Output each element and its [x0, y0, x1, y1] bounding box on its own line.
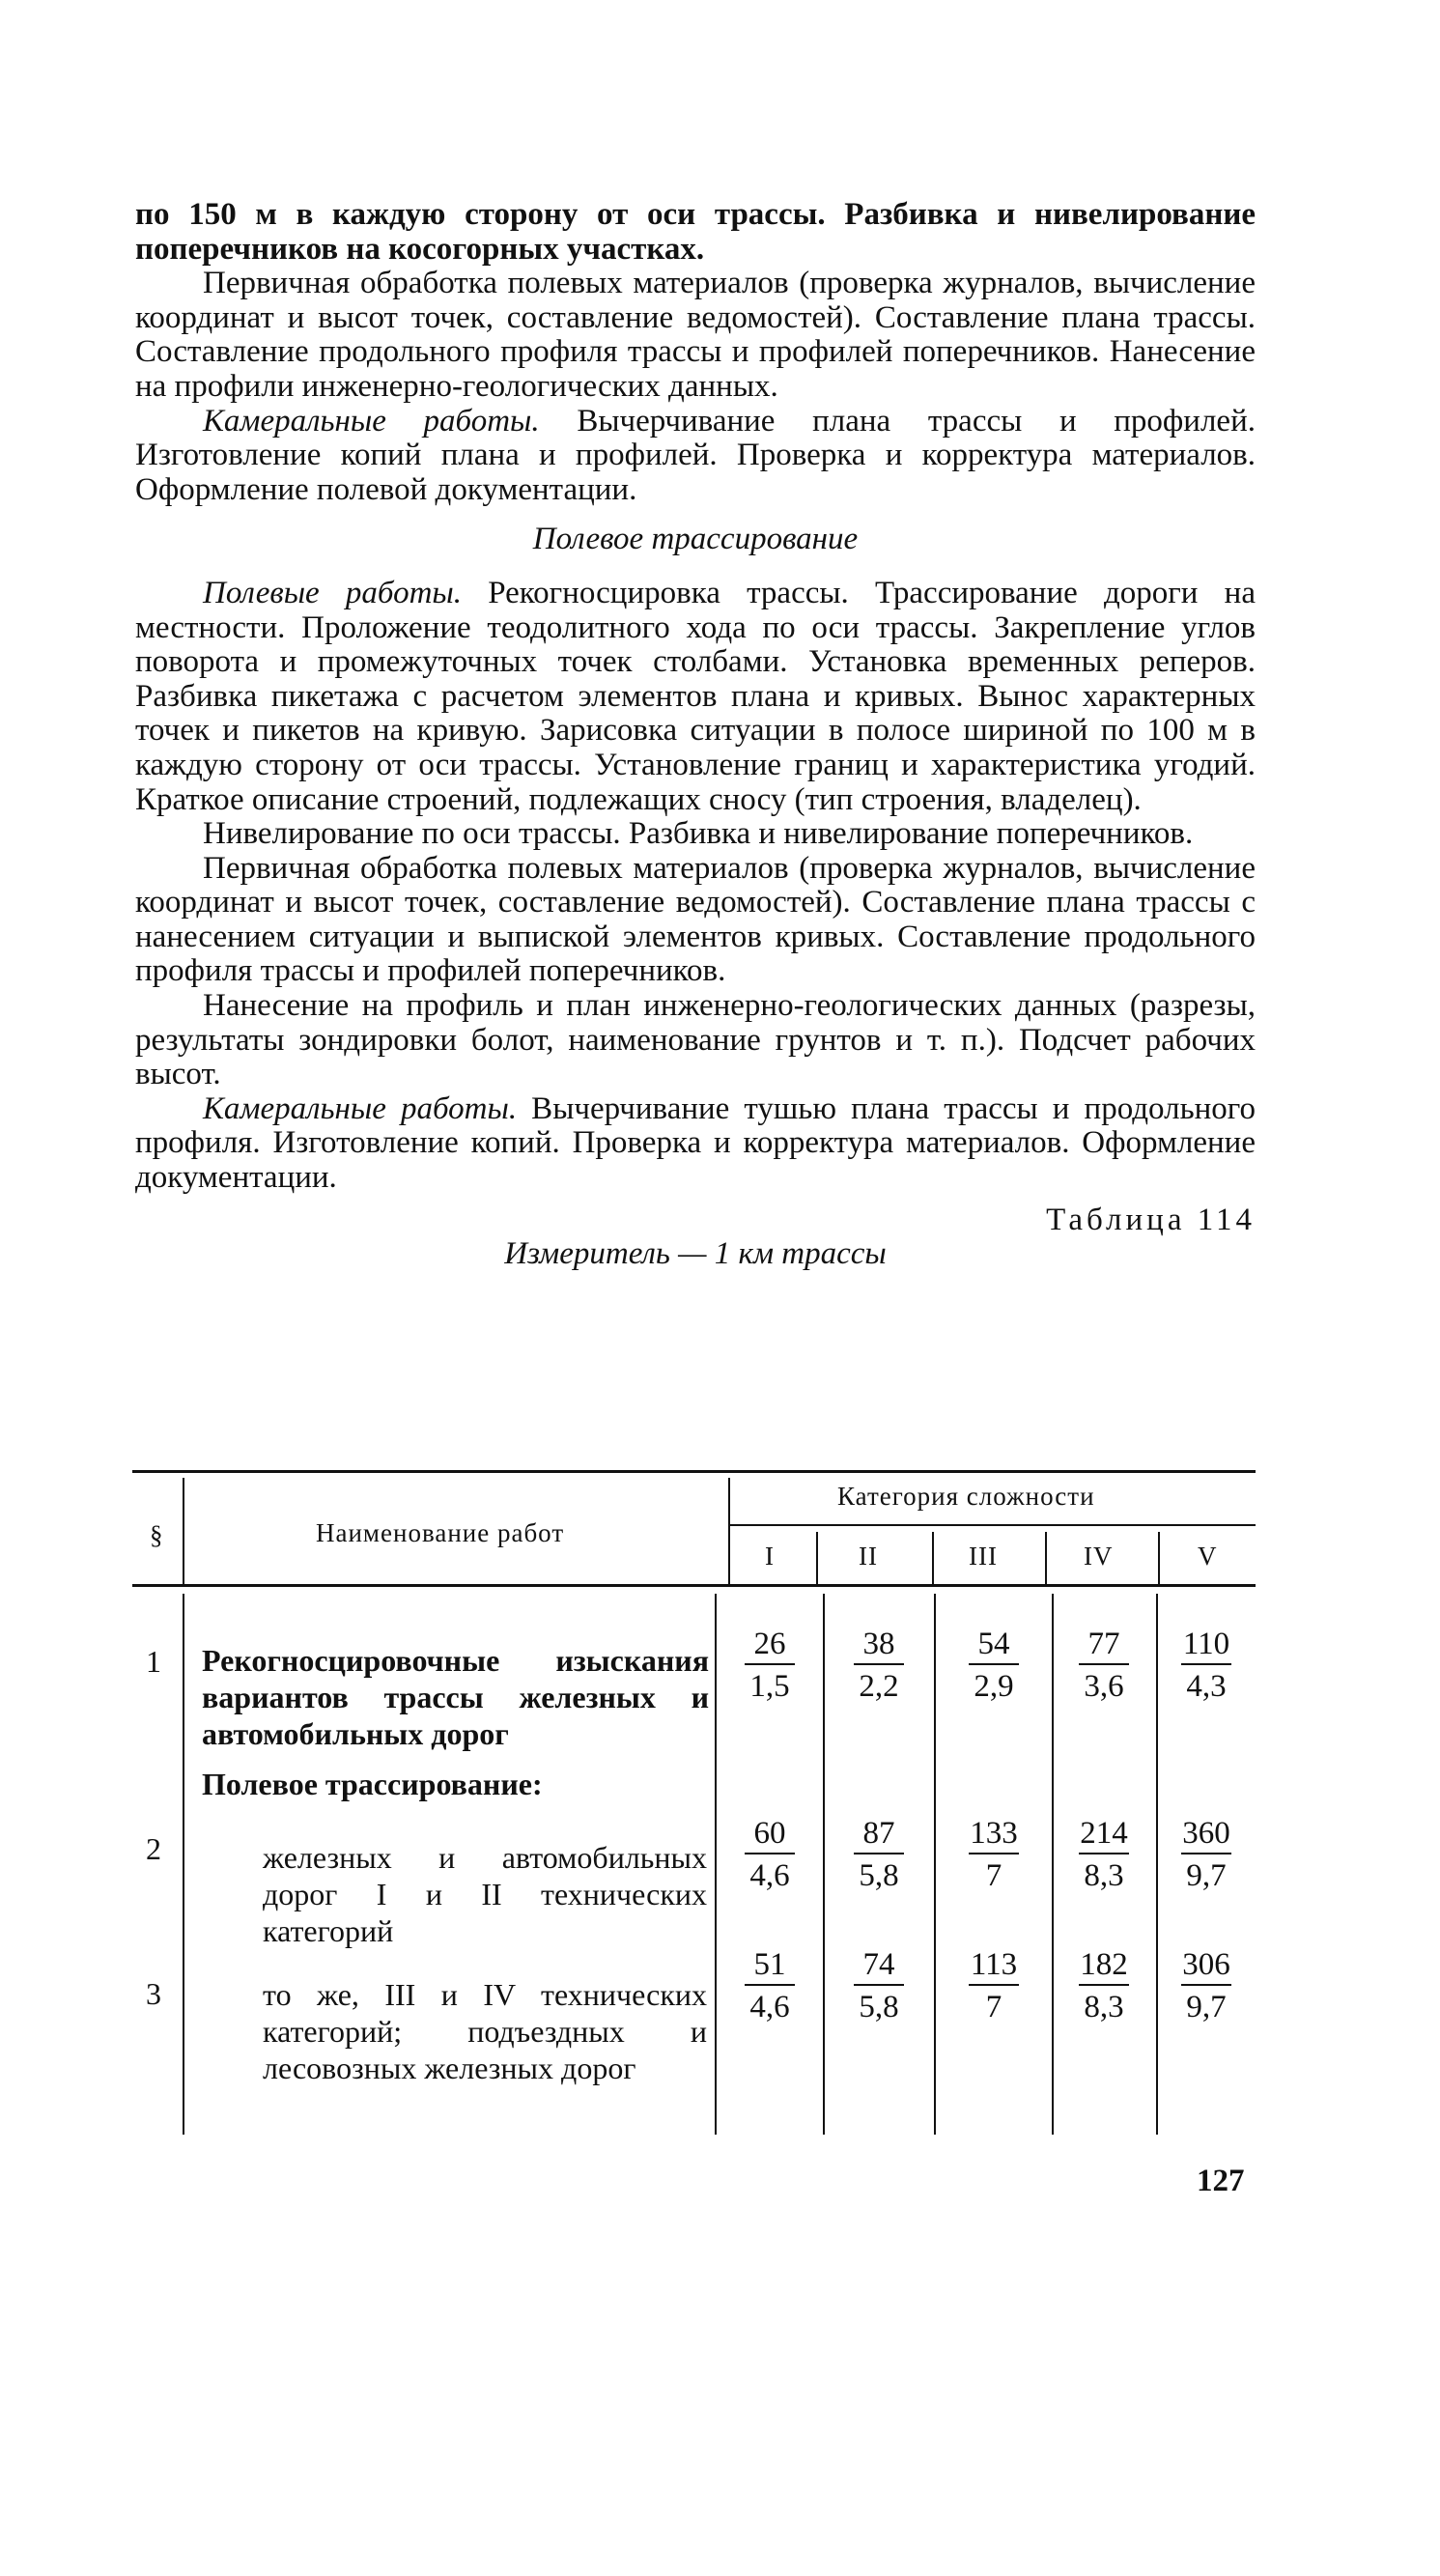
value-cell: 87 5,8 [840, 1816, 918, 1893]
col-rule [183, 1478, 184, 1584]
value-cell: 77 3,6 [1065, 1627, 1143, 1704]
group-rule [728, 1524, 1256, 1526]
row-number: 2 [146, 1831, 161, 1866]
col-rule [1052, 1594, 1054, 2135]
paragraph: Первичная обработка полевых материалов (проверка журналов, вычисление координат и высот точек, составление ведомостей). Составление плана трассы. Составление продольного профиля трассы и профилей поперечников. Нанесение на профили инженерно-геологических данных. [135, 266, 1256, 404]
row-number: 1 [146, 1644, 161, 1679]
table-unit: Измеритель — 1 км трассы [504, 1236, 887, 1272]
paragraph [135, 577, 1256, 817]
paragraph [135, 1092, 1256, 1196]
col-rule [932, 1532, 934, 1584]
col-rule [1045, 1532, 1047, 1584]
paragraph: по 150 м в каждую сторону от оси трассы. Разбивка и нивелирование поперечников на косогорных участках. [135, 197, 1256, 267]
header-category-group: Категория сложности [837, 1482, 1095, 1511]
row-name: то же, III и IV технических категорий; подъездных и лесовозных железных дорог [263, 1977, 707, 2085]
header-category: IV [1084, 1542, 1114, 1571]
row-name: Рекогносцировочные изыскания вариантов трассы железных и автомобильных дорог [202, 1643, 709, 1751]
paragraph-label: Камеральные работы. [203, 1090, 518, 1126]
row-name: железных и автомобильных дорог I и II технических категорий [263, 1840, 707, 1948]
paragraph [135, 405, 1256, 508]
paragraph-text: Вычерчивание плана трассы и профилей. Изготовление копий плана и профилей. Проверка и корректура материалов. Оформление полевой документации. [135, 403, 1256, 507]
col-rule [934, 1594, 936, 2135]
col-rule [823, 1594, 825, 2135]
col-rule [1156, 1594, 1158, 2135]
value-cell: 182 8,3 [1080, 1947, 1128, 2024]
header-category: III [969, 1542, 998, 1571]
header-name: Наименование работ [316, 1518, 565, 1547]
paragraph: Первичная обработка полевых материалов (проверка журналов, вычисление координат и высот точек, составление ведомостей). Составление плана трассы с нанесением ситуации и выпиской элементов кривых. Составление продольного профиля трассы и профилей поперечников. [135, 850, 1256, 989]
value-cell: 60 4,6 [731, 1816, 808, 1893]
header-section: § [150, 1520, 164, 1549]
page-number: 127 [1197, 2164, 1245, 2198]
header-bottom-rule [132, 1584, 1256, 1587]
value-cell: 110 4,3 [1182, 1627, 1230, 1704]
paragraph: Нивелирование по оси трассы. Разбивка и нивелирование поперечников. [203, 816, 1194, 852]
value-cell: 26 1,5 [731, 1627, 808, 1704]
section-heading: Полевое трассирование [532, 522, 859, 557]
header-category: II [859, 1542, 878, 1571]
header-category: V [1198, 1542, 1218, 1571]
row-number: 3 [146, 1976, 161, 2011]
paragraph-text: Рекогносцировка трассы. Трассирование дороги на местности. Проложение теодолитного хода по оси трассы. Закрепление углов поворота и промежуточных точек столбами. Установка временных реперов. Разбивка пикетажа с расчетом элементов плана и кривых. Вынос характерных точек и пикетов на кривую. Зарисовка ситуации в полосе шириной по 100 м в каждую сторону от оси трассы. Установление границ и характеристика угодий. Краткое описание строений, подлежащих сносу (тип строения, владелец). [135, 575, 1256, 817]
col-rule [816, 1532, 818, 1584]
value-cell: 54 2,9 [955, 1627, 1032, 1704]
header-category: I [765, 1542, 775, 1571]
col-rule [183, 1594, 184, 2135]
value-cell: 306 9,7 [1182, 1947, 1230, 2024]
value-cell: 74 5,8 [840, 1947, 918, 2024]
value-cell: 113 7 [970, 1947, 1018, 2024]
value-cell: 360 9,7 [1182, 1816, 1230, 1893]
col-rule [1158, 1532, 1160, 1584]
data-table [132, 1470, 1256, 2576]
col-rule [715, 1594, 717, 2135]
value-cell: 51 4,6 [731, 1947, 808, 2024]
paragraph-text: Вычерчивание тушью плана трассы и продольного профиля. Изготовление копий. Проверка и корректура материалов. Оформление документации. [135, 1090, 1256, 1196]
value-cell: 133 7 [970, 1816, 1018, 1893]
table-title: Таблица 114 [1046, 1202, 1256, 1237]
paragraph-label: Полевые работы. [203, 575, 462, 610]
value-cell: 214 8,3 [1080, 1816, 1128, 1893]
paragraph: Нанесение на профиль и план инженерно-геологических данных (разрезы, результаты зондировки болот, наименование грунтов и т. п.). Подсчет рабочих высот. [135, 988, 1256, 1092]
value-cell: 38 2,2 [840, 1627, 918, 1704]
col-rule [728, 1478, 730, 1584]
group-heading: Полевое трассирование: [202, 1767, 543, 1801]
body-text [135, 198, 1256, 1272]
paragraph-label: Камеральные работы. [203, 403, 540, 439]
table-top-rule [132, 1470, 1256, 1473]
